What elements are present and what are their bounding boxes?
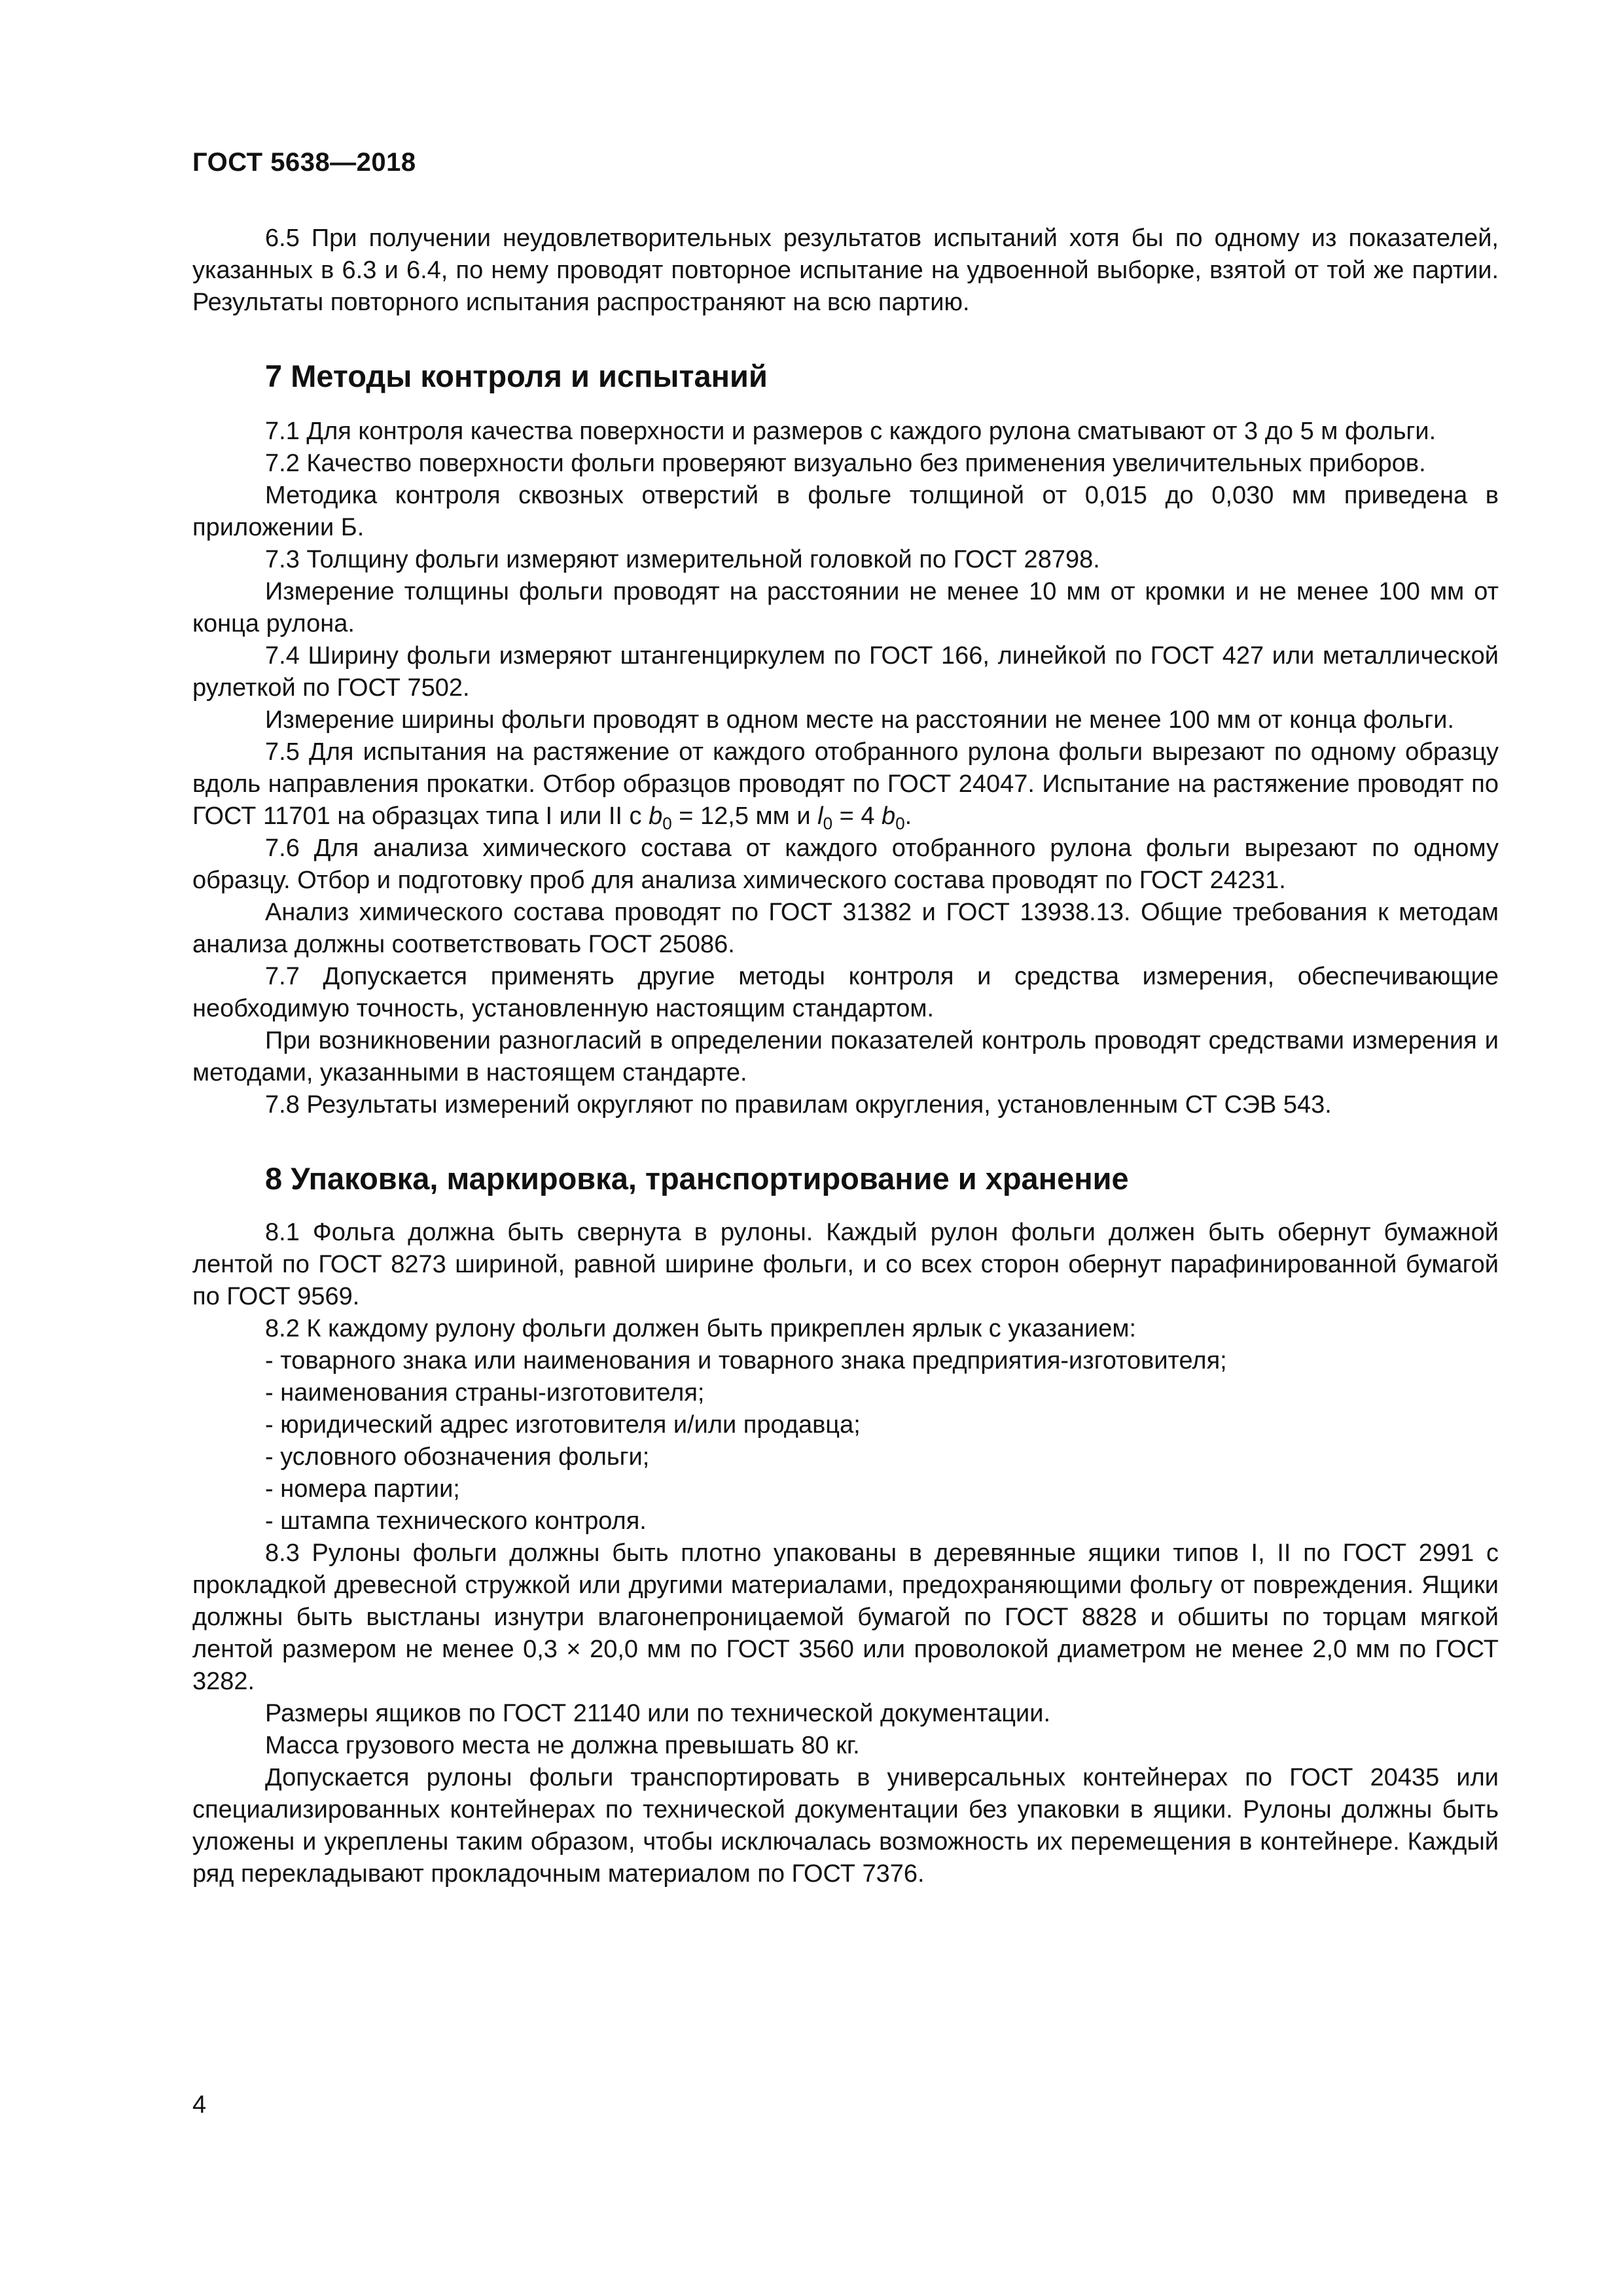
paragraph-7-4-measurement: Измерение ширины фольги проводят в одном месте на расстоянии не менее 100 мм от конца фольги. <box>265 706 1455 734</box>
list-item: - товарного знака или наименования и товарного знака предприятия-изготовителя; <box>192 1345 1499 1377</box>
section-8-heading: 8 Упаковка, маркировка, транспортирование и хранение <box>265 1161 1129 1196</box>
paragraph-7-2: 7.2 Качество поверхности фольги проверяют визуально без применения увеличительных приборов. <box>265 450 1426 477</box>
paragraph-8-2: 8.2 К каждому рулону фольги должен быть прикреплен ярлык с указанием: <box>265 1315 1137 1342</box>
formula-eq-2: = 4 <box>832 802 882 830</box>
formula-var-b-2: b <box>882 802 896 830</box>
document-body <box>192 223 1499 1890</box>
list-item: - юридический адрес изготовителя и/или продавца; <box>192 1409 1499 1441</box>
list-item: - условного обозначения фольги; <box>192 1441 1499 1473</box>
paragraph-7-3: 7.3 Толщину фольги измеряют измерительной головкой по ГОСТ 28798. <box>265 546 1100 573</box>
paragraph-8-3-containers: Допускается рулоны фольги транспортировать в универсальных контейнерах по ГОСТ 20435 или специализированных контейнерах по технической документации без упаковки в ящики. Рулоны должны быть уложены и укреплены таким образом, чтобы исключалась возможность их перемещения в контейнере. Каждый ряд перекладывают прокладочным материалом по ГОСТ 7376. <box>192 1764 1499 1888</box>
paragraph-7-2-method: Методика контроля сквозных отверстий в фольге толщиной от 0,015 до 0,030 мм приведена в приложении Б. <box>192 482 1499 541</box>
list-item: - штампа технического контроля. <box>192 1505 1499 1537</box>
list-item: - номера партии; <box>192 1473 1499 1505</box>
document-header: ГОСТ 5638—2018 <box>192 148 416 177</box>
paragraph-8-3: 8.3 Рулоны фольги должны быть плотно упакованы в деревянные ящики типов I, II по ГОСТ 2991 с прокладкой древесной стружкой или другими материалами, предохраняющими фольгу от повреждения. Ящики должны быть выстланы изнутри влагонепроницаемой бумагой по ГОСТ 8828 и обшиты по торцам мягкой лентой размером не менее 0,3 × 20,0 мм по ГОСТ 3560 или проволокой диаметром не менее 2,0 мм по ГОСТ 3282. <box>192 1539 1499 1695</box>
paragraph-7-3-measurement: Измерение толщины фольги проводят на расстоянии не менее 10 мм от кромки и не менее 100 мм от конца рулона. <box>192 578 1499 637</box>
formula-sub-0-b2: 0 <box>895 814 905 833</box>
page-number: 4 <box>192 2091 207 2119</box>
formula-var-l: l <box>817 802 823 830</box>
formula-end: . <box>904 802 912 830</box>
paragraph-7-1: 7.1 Для контроля качества поверхности и размеров с каждого рулона сматывают от 3 до 5 м фольги. <box>265 418 1436 445</box>
paragraph-7-5-text: 7.5 Для испытания на растяжение от каждого отобранного рулона фольги вырезают по одному образцу вдоль направления прокатки. Отбор образцов проводят по ГОСТ 24047. Испытание на растяжение проводят по ГОСТ 11701 на образцах типа I или II с <box>192 738 1499 830</box>
formula-var-b: b <box>649 802 663 830</box>
paragraph-7-6: 7.6 Для анализа химического состава от каждого отобранного рулона фольги вырезают по одному образцу. Отбор и подготовку проб для анализа химического состава проводят по ГОСТ 24231. <box>192 834 1499 894</box>
label-requirements-list <box>192 1345 1499 1537</box>
paragraph-7-4: 7.4 Ширину фольги измеряют штангенциркулем по ГОСТ 166, линейкой по ГОСТ 427 или металлической рулеткой по ГОСТ 7502. <box>192 642 1499 702</box>
paragraph-8-3-box-sizes: Размеры ящиков по ГОСТ 21140 или по технической документации. <box>265 1700 1051 1727</box>
paragraph-6-5: 6.5 При получении неудовлетворительных результатов испытаний хотя бы по одному из показателей, указанных в 6.3 и 6.4, по нему проводят повторное испытание на удвоенной выборке, взятой от той же партии. Результаты повторного испытания распространяют на всю партию. <box>192 224 1499 316</box>
paragraph-7-6-analysis: Анализ химического состава проводят по ГОСТ 31382 и ГОСТ 13938.13. Общие требования к методам анализа должны соответствовать ГОСТ 25086. <box>192 899 1499 958</box>
paragraph-7-5 <box>192 736 1499 833</box>
formula-sub-0: 0 <box>662 814 672 833</box>
formula-sub-0-l: 0 <box>823 814 833 833</box>
list-item: - наименования страны-изготовителя; <box>192 1377 1499 1409</box>
formula-eq-1: = 12,5 мм и <box>671 802 818 830</box>
paragraph-8-1: 8.1 Фольга должна быть свернута в рулоны. Каждый рулон фольги должен быть обернут бумажной лентой по ГОСТ 8273 шириной, равной ширине фольги, и со всех сторон обернут парафинированной бумагой по ГОСТ 9569. <box>192 1219 1499 1310</box>
section-7-heading: 7 Методы контроля и испытаний <box>265 359 768 393</box>
paragraph-7-7-disputes: При возникновении разногласий в определении показателей контроль проводят средствами измерения и методами, указанными в настоящем стандарте. <box>192 1027 1499 1086</box>
paragraph-7-8: 7.8 Результаты измерений округляют по правилам округления, установленным СТ СЭВ 543. <box>265 1091 1332 1119</box>
paragraph-8-3-mass: Масса грузового места не должна превышать 80 кг. <box>265 1732 860 1759</box>
paragraph-7-7: 7.7 Допускается применять другие методы контроля и средства измерения, обеспечивающие необходимую точность, установленную настоящим стандартом. <box>192 963 1499 1022</box>
